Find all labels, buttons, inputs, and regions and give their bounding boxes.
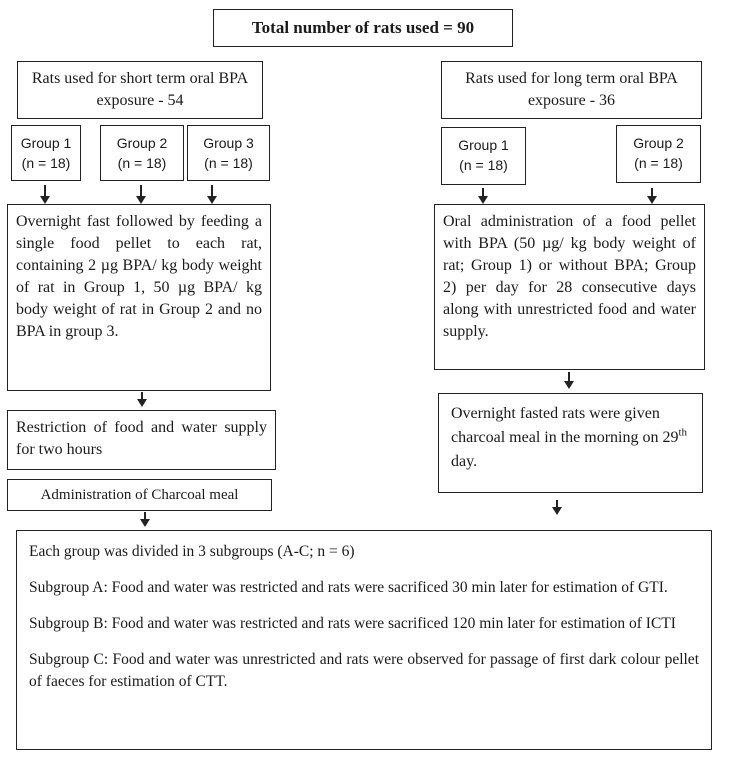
short-step1-text: Overnight fast followed by feeding a single food pellet to each rat, containing 2 µg BPA/ kg body weight of rat in Group 1, 50 µg BPA/ kg body weight of rat in Group 2 and no BPA in group 3.: [16, 213, 262, 340]
arrow-short-to-final: [144, 512, 146, 520]
long-step2-box: [438, 393, 703, 493]
arrow-long-group-1: [482, 188, 484, 197]
subgroups-box: [16, 530, 712, 750]
arrow-short-group-3: [211, 185, 213, 197]
subgroup-a-text: Subgroup A: Food and water was restricted and rats were sacrificed 30 min later for estimation of GTI.: [29, 579, 668, 596]
short-group-1-box: [11, 125, 81, 181]
short-step3-box: [7, 479, 272, 511]
short-group-3-n: (n = 18): [204, 155, 253, 171]
short-group-3-box: [187, 125, 270, 181]
long-group-2-label: Group 2: [633, 135, 684, 151]
short-group-3-label: Group 3: [203, 135, 254, 151]
long-step2-tail: day.: [451, 453, 478, 470]
total-rats-box: [213, 9, 513, 47]
short-term-heading-box: [17, 61, 263, 119]
short-step3-text: Administration of Charcoal meal: [40, 487, 239, 503]
long-group-1-box: [441, 127, 526, 185]
long-group-2-box: [616, 125, 701, 183]
short-group-1-label: Group 1: [20, 135, 72, 151]
total-rats-text: Total number of rats used = 90: [251, 18, 475, 37]
long-term-heading: Rats used for long term oral BPA exposure - 36: [465, 70, 678, 109]
short-group-2-n: (n = 18): [117, 155, 167, 171]
short-term-heading: Rats used for short term oral BPA exposure - 54: [31, 70, 249, 109]
short-group-2-label: Group 2: [116, 135, 168, 151]
short-step2-text: Restriction of food and water supply for two hours: [16, 419, 267, 458]
arrow-short-group-2: [140, 185, 142, 197]
long-step2-text: Overnight fasted rats were given charcoal meal in the morning on 29: [451, 405, 679, 446]
subgroup-c-text: Subgroup C: Food and water was unrestricted and rats were observed for passage of first dark colour pellet of faeces for estimation of CTT.: [29, 651, 699, 690]
long-group-2-n: (n = 18): [634, 155, 683, 171]
arrow-long-step1: [568, 372, 570, 382]
subgroups-intro: Each group was divided in 3 subgroups (A-C; n = 6): [29, 543, 355, 560]
short-group-1-n: (n = 18): [21, 155, 71, 171]
short-step2-box: [7, 410, 276, 470]
long-group-1-n: (n = 18): [459, 157, 508, 173]
arrow-short-group-1: [44, 185, 46, 197]
long-step1-text: Oral administration of a food pellet with BPA (50 µg/ kg body weight of rat; Group 1) or without BPA; Group 2) per day for 28 consecutive days along with unrestricted food and water supply.: [443, 213, 696, 340]
arrow-short-step1: [141, 392, 143, 400]
long-group-1-label: Group 1: [458, 137, 509, 153]
subgroup-b-text: Subgroup B: Food and water was restricted and rats were sacrificed 120 min later for estimation of ICTI: [29, 615, 676, 632]
long-step1-box: [434, 204, 705, 370]
long-term-heading-box: [441, 61, 702, 119]
short-step1-box: [7, 204, 271, 391]
arrow-long-to-final: [556, 500, 558, 508]
arrow-long-group-2: [651, 188, 653, 197]
short-group-2-box: [100, 125, 184, 181]
long-step2-sup: th: [678, 426, 688, 439]
